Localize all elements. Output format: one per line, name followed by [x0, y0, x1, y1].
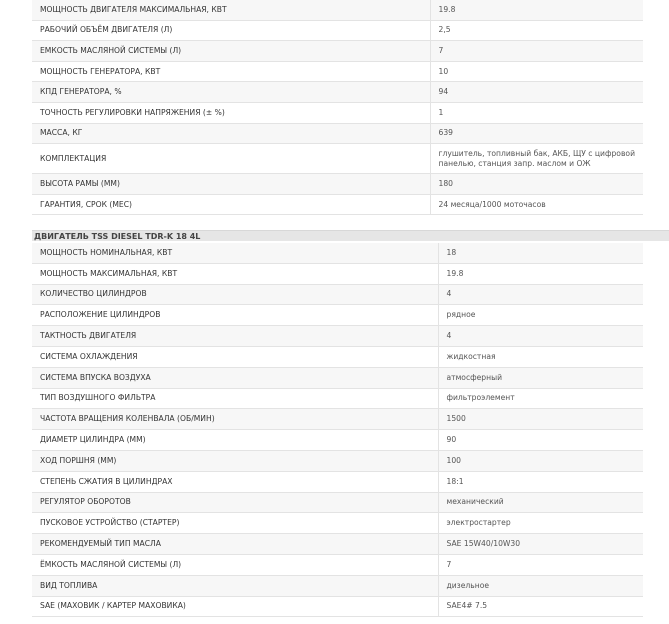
spec-label: ТИП ВОЗДУШНОГО ФИЛЬТРА — [32, 388, 438, 409]
spec-row — [32, 430, 643, 451]
spec-value: 1 — [430, 102, 643, 123]
spec-row — [32, 82, 643, 103]
spec-label: ЧАСТОТА ВРАЩЕНИЯ КОЛЕНВАЛА (ОБ/МИН) — [32, 409, 438, 430]
spec-label: SAE (МАХОВИК / КАРТЕР МАХОВИКА) — [32, 596, 438, 617]
spec-label: РЕКОМЕНДУЕМЫЙ ТИП МАСЛА — [32, 534, 438, 555]
spec-value: 24 месяца/1000 моточасов — [430, 194, 643, 215]
spec-row — [32, 575, 643, 596]
spec-row — [32, 409, 643, 430]
spec-value: рядное — [438, 305, 643, 326]
spec-label: КОЛИЧЕСТВО ЦИЛИНДРОВ — [32, 284, 438, 305]
spec-label: ЁМКОСТЬ МАСЛЯНОЙ СИСТЕМЫ (Л) — [32, 554, 438, 575]
spec-row — [32, 305, 643, 326]
spec-value: 2,5 — [430, 20, 643, 41]
spec-label: МАССА, КГ — [32, 123, 430, 144]
spec-value: дизельное — [438, 575, 643, 596]
spec-row — [32, 492, 643, 513]
spec-label: ВЫСОТА РАМЫ (ММ) — [32, 174, 430, 195]
spec-value: механический — [438, 492, 643, 513]
spec-label: МОЩНОСТЬ НОМИНАЛЬНАЯ, КВТ — [32, 243, 438, 263]
spec-row — [32, 471, 643, 492]
spec-row — [32, 263, 643, 284]
spec-label: СИСТЕМА ОХЛАЖДЕНИЯ — [32, 346, 438, 367]
spec-value: 19.8 — [430, 0, 643, 20]
spec-row — [32, 123, 643, 144]
spec-value: 180 — [430, 174, 643, 195]
spec-row — [32, 194, 643, 215]
spec-label: ВИД ТОПЛИВА — [32, 575, 438, 596]
spec-label: ТОЧНОСТЬ РЕГУЛИРОВКИ НАПРЯЖЕНИЯ (± %) — [32, 102, 430, 123]
spec-label: КОМПЛЕКТАЦИЯ — [32, 144, 430, 174]
spec-row — [32, 388, 643, 409]
spec-value: атмосферный — [438, 367, 643, 388]
spec-value: глушитель, топливный бак, АКБ, ЩУ с цифровой панелью, станция запр. маслом и ОЖ — [430, 144, 643, 174]
generator-specs-block — [32, 0, 643, 215]
spec-value: SAE 15W40/10W30 — [438, 534, 643, 555]
spec-value: 1500 — [438, 409, 643, 430]
spec-label: МОЩНОСТЬ ГЕНЕРАТОРА, КВТ — [32, 61, 430, 82]
spec-value: 4 — [438, 326, 643, 347]
spec-label: СТЕПЕНЬ СЖАТИЯ В ЦИЛИНДРАХ — [32, 471, 438, 492]
generator-specs-table — [32, 0, 643, 215]
engine-section-header: ДВИГАТЕЛЬ TSS DIESEL TDR-K 18 4L — [32, 230, 669, 241]
spec-value: жидкостная — [438, 346, 643, 367]
spec-value: 19.8 — [438, 263, 643, 284]
spec-row — [32, 0, 643, 20]
spec-label: ЕМКОСТЬ МАСЛЯНОЙ СИСТЕМЫ (Л) — [32, 41, 430, 62]
spec-row — [32, 513, 643, 534]
spec-value: 100 — [438, 450, 643, 471]
spec-row — [32, 174, 643, 195]
spec-label: СИСТЕМА ВПУСКА ВОЗДУХА — [32, 367, 438, 388]
spec-label: ТАКТНОСТЬ ДВИГАТЕЛЯ — [32, 326, 438, 347]
spec-row — [32, 243, 643, 263]
spec-row — [32, 144, 643, 174]
spec-row — [32, 41, 643, 62]
spec-row — [32, 326, 643, 347]
spec-value: 7 — [438, 554, 643, 575]
spec-value: 94 — [430, 82, 643, 103]
spec-value: 7 — [430, 41, 643, 62]
spec-value: 4 — [438, 284, 643, 305]
engine-specs-table — [32, 243, 643, 617]
spec-row — [32, 284, 643, 305]
spec-value: 639 — [430, 123, 643, 144]
spec-value: 18 — [438, 243, 643, 263]
spec-row — [32, 346, 643, 367]
engine-specs-block — [32, 243, 643, 617]
spec-row — [32, 61, 643, 82]
spec-label: ГАРАНТИЯ, СРОК (МЕС) — [32, 194, 430, 215]
spec-label: РАСПОЛОЖЕНИЕ ЦИЛИНДРОВ — [32, 305, 438, 326]
spec-label: РАБОЧИЙ ОБЪЁМ ДВИГАТЕЛЯ (Л) — [32, 20, 430, 41]
spec-value: 90 — [438, 430, 643, 451]
spec-row — [32, 596, 643, 617]
spec-row — [32, 20, 643, 41]
spec-row — [32, 367, 643, 388]
spec-row — [32, 102, 643, 123]
spec-label: МОЩНОСТЬ ДВИГАТЕЛЯ МАКСИМАЛЬНАЯ, КВТ — [32, 0, 430, 20]
spec-value: электростартер — [438, 513, 643, 534]
spec-label: КПД ГЕНЕРАТОРА, % — [32, 82, 430, 103]
spec-label: РЕГУЛЯТОР ОБОРОТОВ — [32, 492, 438, 513]
spec-label: ДИАМЕТР ЦИЛИНДРА (ММ) — [32, 430, 438, 451]
spec-value: 18:1 — [438, 471, 643, 492]
spec-value: 10 — [430, 61, 643, 82]
spec-value: фильтроэлемент — [438, 388, 643, 409]
spec-value: SAE4# 7.5 — [438, 596, 643, 617]
spec-label: МОЩНОСТЬ МАКСИМАЛЬНАЯ, КВТ — [32, 263, 438, 284]
spec-label: ХОД ПОРШНЯ (ММ) — [32, 450, 438, 471]
spec-row — [32, 554, 643, 575]
spec-row — [32, 534, 643, 555]
spec-label: ПУСКОВОЕ УСТРОЙСТВО (СТАРТЕР) — [32, 513, 438, 534]
spec-row — [32, 450, 643, 471]
